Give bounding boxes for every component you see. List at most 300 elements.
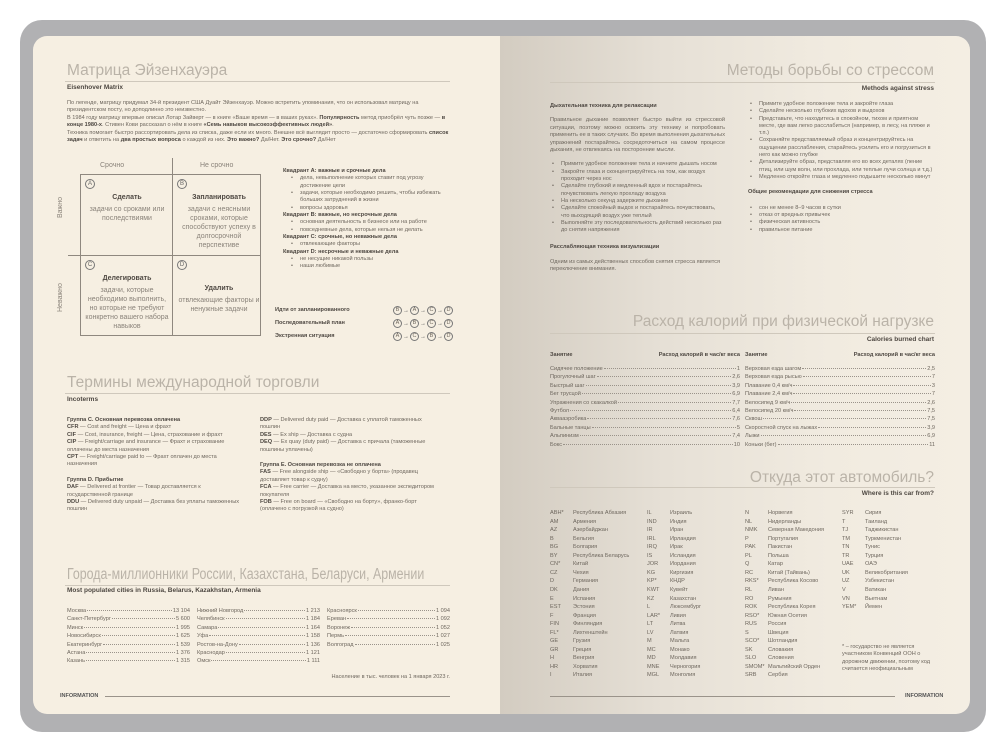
- car-country: Израиль: [670, 510, 693, 516]
- sequence-row: [275, 317, 453, 330]
- car-country: Республика Беларусь: [573, 552, 630, 559]
- sequence-label: Последовательный план: [275, 319, 345, 326]
- calorie-row-label: Велосипед 9 км/ч: [745, 399, 791, 406]
- incoterm-entry: [260, 432, 438, 439]
- quadrant-notes: [283, 168, 453, 271]
- calorie-row: [745, 433, 935, 441]
- calorie-row: [550, 408, 740, 416]
- arrow-icon: →: [420, 333, 426, 340]
- spacer: [260, 454, 438, 462]
- car-code: RKS*: [745, 578, 759, 585]
- car-country: Словакия: [768, 646, 794, 653]
- car-country: Латвия: [670, 629, 689, 636]
- calorie-row-value: 2,6: [732, 374, 740, 381]
- calorie-row-label: Бег трусцой: [550, 391, 581, 398]
- car-country: Дания: [573, 586, 590, 593]
- list-item: • Сохраняйте представляемый образ и концентрируйтесь на ощущении расслабления, старайтесь усилить его и погрузиться в него как можно глубже: [748, 137, 935, 159]
- divider: [65, 81, 450, 82]
- spacer: [67, 469, 245, 477]
- car-country: ОАЭ: [865, 561, 877, 568]
- car-country: Пакистан: [768, 544, 793, 551]
- emphasis: «Семь навыков высокоэффективных людей»: [203, 122, 333, 129]
- dot-leader: [818, 427, 926, 428]
- quadrant-text: отвлекающие факторы и ненужные задачи: [178, 297, 260, 313]
- quadrant-note-list: [283, 175, 453, 211]
- incoterm-code: CIF: [67, 431, 77, 438]
- car-country: Венгрия: [573, 655, 595, 662]
- dot-leader: [244, 610, 305, 611]
- car-code: M: [647, 638, 652, 645]
- car-code: IRL: [647, 535, 656, 542]
- city-row-label: Красноярск: [327, 608, 357, 614]
- dot-leader: [791, 402, 926, 403]
- calorie-row: [745, 416, 935, 424]
- car-code: SK: [745, 646, 753, 653]
- list-item: • сон не менее 8–9 часов в сутки: [748, 205, 935, 212]
- list-item: • наши любимые: [289, 263, 453, 270]
- car-country: Грузия: [573, 638, 591, 645]
- car-code: PAK: [745, 544, 756, 551]
- incoterm-entry: [67, 439, 245, 454]
- incoterm-entry: [67, 424, 245, 431]
- list-item: • Примите удобное положение тела и закройте глаза: [748, 101, 935, 108]
- incoterm-description: — Free on board — «Свободно на борту», франко-борт (оплачено с погрузкой на судно): [260, 499, 417, 513]
- incoterm-description: — Delivered duty unpaid — Доставка без уплаты таможенных пошлин: [67, 499, 240, 513]
- car-code: UK: [842, 569, 850, 576]
- dot-leader: [763, 418, 926, 419]
- quadrant-text: задачи, которые необходимо выполнить, но которые не требуют конкретно вашего набора навыков: [85, 287, 169, 330]
- city-row: [197, 625, 320, 633]
- dot-leader: [86, 652, 175, 653]
- incoterm-entry: [67, 454, 245, 469]
- car-country: Финляндия: [573, 621, 603, 628]
- calories-title: Расход калорий при физической нагрузке: [632, 313, 934, 330]
- calories-header: [745, 352, 935, 360]
- car-code: L: [647, 604, 651, 611]
- car-country: Словения: [768, 655, 794, 662]
- car-code: ROK: [745, 604, 758, 611]
- car-country: Черногория: [670, 663, 701, 670]
- city-row: [327, 642, 450, 650]
- sequence-chain: [393, 306, 453, 315]
- car-code: IRQ: [647, 544, 657, 551]
- car-country: Монако: [670, 646, 690, 653]
- car-code: N: [745, 510, 750, 516]
- car-country: Россия: [768, 621, 787, 628]
- city-row-label: Минск: [67, 624, 84, 631]
- car-country: Норвегия: [768, 510, 793, 516]
- incoterm-code: DDU: [67, 499, 80, 506]
- car-code: FL*: [550, 629, 559, 636]
- car-country: Казахстан: [670, 595, 697, 602]
- car-country: Сербия: [768, 672, 788, 679]
- sequence-row: [275, 304, 453, 317]
- car-country: Португалия: [768, 535, 798, 542]
- dot-leader: [803, 376, 931, 377]
- car-code: D: [550, 578, 555, 585]
- breathing-text: Правильное дыхание позволяет быстро выйти из стрессовой ситуации, поэтому можно освоить эту технику и попробовать применить ее в таких случаях. Во время выполнения дыхательных упражнений постарайтесь сосредоточиться на самом процессе дыхания, не отвлекаясь на посторонние мысли.: [550, 117, 725, 154]
- car-country: Великобритания: [865, 569, 908, 576]
- calorie-row-value: 7: [931, 391, 935, 398]
- car-country: Республика Корея: [768, 604, 816, 611]
- city-row-label: Астана: [67, 650, 86, 656]
- calorie-row-value: 5: [736, 424, 740, 431]
- quadrant-note-heading: Квадрант A: важные и срочные дела: [283, 168, 386, 174]
- car-country: Киргизия: [670, 569, 694, 576]
- car-country: Франция: [573, 612, 596, 619]
- car-country: Эстония: [573, 604, 595, 611]
- calorie-row-value: 7,4: [732, 433, 740, 440]
- footer-line: [550, 696, 895, 697]
- quadrant-letter-d: D: [177, 260, 187, 270]
- cities-subtitle: Most populated cities in Russia, Belarus, Kazakhstan, Armenia: [67, 587, 261, 594]
- incoterm-entry: [260, 439, 438, 454]
- car-code: RO: [745, 595, 754, 602]
- dot-leader: [580, 435, 732, 436]
- car-country: Греция: [573, 646, 592, 653]
- arrow-icon: →: [403, 333, 409, 340]
- calorie-row-value: 7,6: [732, 416, 740, 423]
- sequence-step: A: [410, 306, 419, 315]
- incoterm-code: FCA: [260, 484, 272, 491]
- calories-subtitle: Calories burned chart: [866, 336, 934, 343]
- car-country: Республика Косово: [768, 578, 819, 585]
- car-country: КНДР: [670, 578, 685, 585]
- car-code: TJ: [842, 527, 849, 534]
- list-item: • задачи, которые необходимо решить, чтобы избежать больших затруднений в жизни: [289, 190, 453, 205]
- car-code: TM: [842, 535, 851, 542]
- incoterms-column-1: [67, 417, 245, 514]
- car-country: Хорватия: [573, 663, 598, 670]
- car-country: Кувейт: [670, 586, 688, 593]
- city-row-value: 1 184: [306, 616, 320, 623]
- dot-leader: [84, 627, 175, 628]
- city-row: [197, 616, 320, 624]
- car-country: Швеция: [768, 629, 789, 636]
- car-country: Монголия: [670, 672, 696, 679]
- city-row: [67, 608, 190, 616]
- emphasis: Это срочно?: [281, 137, 317, 144]
- calorie-row: [550, 425, 740, 433]
- emphasis: два простых вопроса: [120, 137, 181, 144]
- list-item: • отвлекающие факторы: [289, 241, 453, 248]
- city-row-label: Ереван: [327, 616, 347, 623]
- car-country: Болгария: [573, 544, 598, 551]
- calorie-row: [745, 366, 935, 374]
- car-code: IL: [647, 510, 652, 516]
- calorie-row: [745, 391, 935, 399]
- incoterm-entry: [67, 432, 245, 439]
- quadrant-heading: Запланировать: [192, 194, 246, 201]
- city-row-value: 1 376: [176, 650, 190, 656]
- car-code: SCO*: [745, 638, 760, 645]
- dot-leader: [86, 660, 175, 661]
- city-row-label: Санкт-Петербург: [67, 616, 111, 623]
- car-code: LT: [647, 621, 654, 628]
- quadrant-note-list: [283, 256, 453, 271]
- calorie-row: [550, 442, 740, 450]
- incoterm-code: CPT: [67, 454, 79, 461]
- calorie-row-label: Прогулочный шаг: [550, 374, 596, 381]
- incoterm-entry: [67, 499, 245, 514]
- quadrant-text: задачи со сроками или последствиями: [89, 206, 165, 222]
- calorie-row-value: 7,5: [927, 416, 935, 423]
- incoterm-code: DAF: [67, 484, 79, 491]
- incoterm-description: — Delivered at frontier — Товар доставляется к государственной границе: [67, 484, 201, 498]
- city-row-label: Казань: [67, 658, 85, 665]
- incoterm-code: DES: [260, 431, 272, 438]
- calorie-row: [550, 391, 740, 399]
- stress-title: Методы борьбы со стрессом: [726, 62, 934, 79]
- car-country: Иордания: [670, 561, 696, 568]
- car-code: TR: [842, 552, 850, 559]
- incoterms-group-heading: Группа E. Основная перевозка не оплачена: [260, 462, 381, 469]
- col-urgent-label: Срочно: [100, 162, 125, 169]
- quadrant-d: [177, 284, 261, 314]
- sequence-label: Экстренная ситуация: [275, 332, 335, 339]
- calorie-row: [745, 425, 935, 433]
- divider: [550, 82, 935, 83]
- calorie-row: [550, 416, 740, 424]
- car-country: Тунис: [865, 544, 880, 551]
- car-code: MC: [647, 646, 656, 653]
- breathing-steps: [550, 161, 725, 234]
- car-country: Лихтенштейн: [573, 629, 608, 636]
- calorie-row: [550, 383, 740, 391]
- dot-leader: [794, 410, 926, 411]
- text-run: По легенде, матрицу придумал 34-й президент США Дуайт Эйзенхауэр. Можно встретить упоминания, что он использовал матрицу на президентском посту, но доподлинно это неизвестно.: [67, 100, 419, 114]
- sequence-step: D: [444, 332, 453, 341]
- incoterm-code: DEQ: [260, 439, 273, 446]
- arrow-icon: →: [437, 333, 443, 340]
- city-row-label: Краснодар: [197, 650, 225, 656]
- column-activity: Занятие: [745, 352, 768, 358]
- calorie-row-label: Скоростной спуск на лыжах: [745, 424, 818, 431]
- calorie-row: [745, 374, 935, 382]
- city-row-value: 1 136: [306, 641, 320, 648]
- quadrant-letter-c: C: [85, 260, 95, 270]
- breathing-heading: Дыхательная техника для релаксации: [550, 103, 657, 109]
- dot-leader: [351, 627, 435, 628]
- city-row: [197, 650, 320, 658]
- incoterm-entry: [67, 484, 245, 499]
- car-code: AZ: [550, 527, 558, 534]
- city-row: [327, 625, 450, 633]
- car-country: Румыния: [768, 595, 792, 602]
- calorie-row-value: 2,6: [927, 399, 935, 406]
- car-country: Ватикан: [865, 586, 887, 593]
- car-country: Мальта: [670, 638, 690, 645]
- emphasis: Это важно?: [226, 137, 260, 144]
- calorie-row: [550, 374, 740, 382]
- city-row-value: 1 121: [306, 650, 320, 656]
- calorie-row-value: 7,5: [927, 408, 935, 414]
- city-row: [327, 633, 450, 641]
- car-country: Вьетнам: [865, 595, 888, 602]
- car-country: Нидерланды: [768, 518, 802, 525]
- calorie-row-label: Коньки (бег): [745, 441, 777, 448]
- dot-leader: [358, 610, 435, 611]
- car-country: Бельгия: [573, 535, 594, 542]
- incoterm-description: — Ex ship — Доставка с судна: [271, 431, 353, 438]
- list-item: • Сделайте глубокий и медленный вдох и постарайтесь почувствовать легкую прохладу воздуха: [550, 183, 725, 198]
- calorie-row: [745, 442, 935, 450]
- car-country: Шотландия: [768, 638, 798, 645]
- city-row-value: 1 111: [306, 658, 320, 665]
- city-row-label: Воронеж: [327, 624, 350, 631]
- car-code: IS: [647, 552, 653, 559]
- car-country: Северная Македония: [768, 527, 825, 534]
- incoterm-code: FOB: [260, 499, 272, 506]
- dot-leader: [211, 660, 305, 661]
- sequence-step: C: [410, 332, 419, 341]
- sequence-step: D: [444, 306, 453, 315]
- matrix-vertical-line: [172, 158, 173, 336]
- calorie-row-value: 3: [931, 382, 935, 389]
- sequence-step: D: [444, 319, 453, 328]
- calorie-row-label: Верховая езда рысью: [745, 374, 802, 381]
- sequence-chain: [393, 319, 453, 328]
- car-country: Ирландия: [670, 535, 696, 542]
- list-item: • дела, невыполнение которых ставит под угрозу достижение цели: [289, 175, 453, 190]
- calorie-row-label: Футбол: [550, 408, 570, 414]
- calorie-row-label: Плавание 0,4 км/ч: [745, 382, 793, 389]
- car-code: BY: [550, 552, 558, 559]
- city-row: [197, 608, 320, 616]
- incoterm-description: — Delivered duty paid — Доставка с уплатой таможенных пошлин: [260, 417, 422, 431]
- sequence-row: [275, 330, 453, 343]
- calorie-row-value: 6,9: [927, 433, 935, 440]
- incoterms-group-heading: Группа C. Основная перевозка оплачена: [67, 417, 181, 423]
- intro-paragraph: [67, 115, 452, 130]
- car-code: RC: [745, 569, 754, 576]
- list-item: • Представьте, что находитесь в спокойном, тихом и приятном месте, где вам легко расслабиться (например, в лесу, на пляже и т.п.): [748, 116, 935, 138]
- incoterm-description: — Cost, insurance, freight — Цена, страхование и фрахт: [76, 431, 223, 438]
- car-country: Люксембург: [670, 604, 702, 611]
- car-country: Литва: [670, 621, 686, 628]
- dot-leader: [586, 385, 732, 386]
- dot-leader: [587, 418, 731, 419]
- visual-heading: Расслабляющая техника визуализации: [550, 244, 660, 251]
- car-country: Польша: [768, 552, 789, 559]
- quadrant-note-heading: Квадрант D: несрочные и неважные дела: [283, 248, 399, 255]
- sequence-step: B: [393, 306, 402, 315]
- cars-title: Откуда этот автомобиль?: [749, 469, 934, 486]
- incoterms-subtitle: Incoterms: [67, 396, 99, 403]
- dot-leader: [87, 610, 172, 611]
- general-heading: Общие рекомендации для снижения стресса: [748, 189, 873, 196]
- sequence-step: C: [427, 306, 436, 315]
- city-row: [67, 625, 190, 633]
- car-country: Индия: [670, 518, 687, 525]
- incoterm-entry: [260, 484, 438, 499]
- text-run: Да/Нет: [316, 137, 336, 144]
- car-code: ABH*: [550, 510, 564, 516]
- quadrant-heading: Делегировать: [102, 275, 152, 282]
- city-row: [67, 658, 190, 666]
- calorie-row-label: Аквааэробика: [550, 416, 587, 423]
- car-code: B: [550, 535, 554, 542]
- list-item: • Детализируйте образ, представляя его во всех деталях (пение птиц, или шум волн, или прохлада, или теплые лучи солнца и т.д.): [748, 159, 935, 174]
- calorie-row: [745, 400, 935, 408]
- car-code: S: [745, 629, 749, 636]
- dot-leader: [102, 635, 175, 636]
- column-activity: Занятие: [550, 352, 573, 358]
- list-item: • основная деятельность в бизнесе или на работе: [289, 219, 453, 226]
- calorie-row-value: 6,9: [732, 391, 740, 398]
- divider: [65, 585, 450, 586]
- col-not-urgent-label: Не срочно: [200, 162, 234, 169]
- dot-leader: [793, 393, 930, 394]
- car-code: SLO: [745, 655, 757, 662]
- car-code: E: [550, 595, 554, 602]
- car-code: NL: [745, 518, 753, 525]
- calorie-row-label: Верховая езда шагом: [745, 366, 802, 372]
- sequence-step: B: [427, 332, 436, 341]
- calorie-row-label: Плавание 2,4 км/ч: [745, 391, 793, 398]
- list-item: • Закройте глаза и сконцентрируйтесь на том, как воздух проходит через нос: [550, 169, 725, 184]
- car-code: MD: [647, 655, 656, 662]
- list-item: • не несущие никакой пользы: [289, 256, 453, 263]
- car-code: F: [550, 612, 554, 619]
- car-country: Республика Абхазия: [573, 510, 627, 516]
- calorie-row: [745, 383, 935, 391]
- city-row-value: 13 104: [172, 608, 190, 614]
- car-country: Йемен: [865, 604, 883, 611]
- arrow-icon: →: [437, 320, 443, 327]
- footer-label: INFORMATION: [60, 693, 99, 699]
- sequence-step: C: [427, 319, 436, 328]
- calorie-row-value: 1: [736, 366, 740, 372]
- incoterm-description: — Free alongside ship — «Свободно у борта» (продавец доставляет товар к судну): [260, 469, 419, 483]
- car-code: EST: [550, 604, 561, 611]
- cars-subtitle: Where is this car from?: [861, 490, 934, 497]
- cars-footnote: * – государство не является участником Конвенций ООН о дорожном движении, поэтому код считается неофициальным: [842, 644, 931, 673]
- list-item: • Медленно откройте глаза и медленно подышите несколько минут: [748, 174, 935, 181]
- city-row-value: 1 092: [436, 616, 450, 623]
- car-code: T: [842, 518, 846, 525]
- incoterm-code: DDP: [260, 417, 272, 423]
- car-country: Ливия: [670, 612, 686, 619]
- text-run: о каждой из них.: [180, 137, 227, 144]
- dot-leader: [604, 368, 736, 369]
- text-run: Да/Нет.: [259, 137, 282, 144]
- cities-title: Города-миллионники России, Казахстана, Беларуси, Армении: [67, 566, 425, 583]
- general-recommendations: [748, 205, 935, 234]
- incoterm-entry: [260, 417, 438, 432]
- row-important-label: Важно: [57, 196, 64, 218]
- car-country: Таджикистан: [865, 527, 899, 534]
- visual-steps: [748, 101, 935, 181]
- car-code: YEM*: [842, 604, 857, 611]
- calorie-row-label: Бальные танцы: [550, 424, 591, 431]
- list-item: • правильное питание: [748, 227, 935, 234]
- column-value: Расход калорий в час/кг веса: [853, 352, 935, 358]
- dot-leader: [618, 402, 731, 403]
- sequence-step: A: [393, 332, 402, 341]
- car-country: Италия: [573, 672, 593, 679]
- city-row-value: 1 539: [176, 641, 190, 648]
- car-code: AM: [550, 518, 559, 525]
- arrow-icon: →: [437, 307, 443, 314]
- calorie-row-value: 10: [733, 441, 740, 448]
- car-code: FIN: [550, 621, 560, 628]
- city-row-value: 1 158: [306, 633, 320, 640]
- car-code: KZ: [647, 595, 655, 602]
- car-code: GR: [550, 646, 559, 653]
- emphasis: список задач: [67, 129, 449, 144]
- car-code: P: [745, 535, 749, 542]
